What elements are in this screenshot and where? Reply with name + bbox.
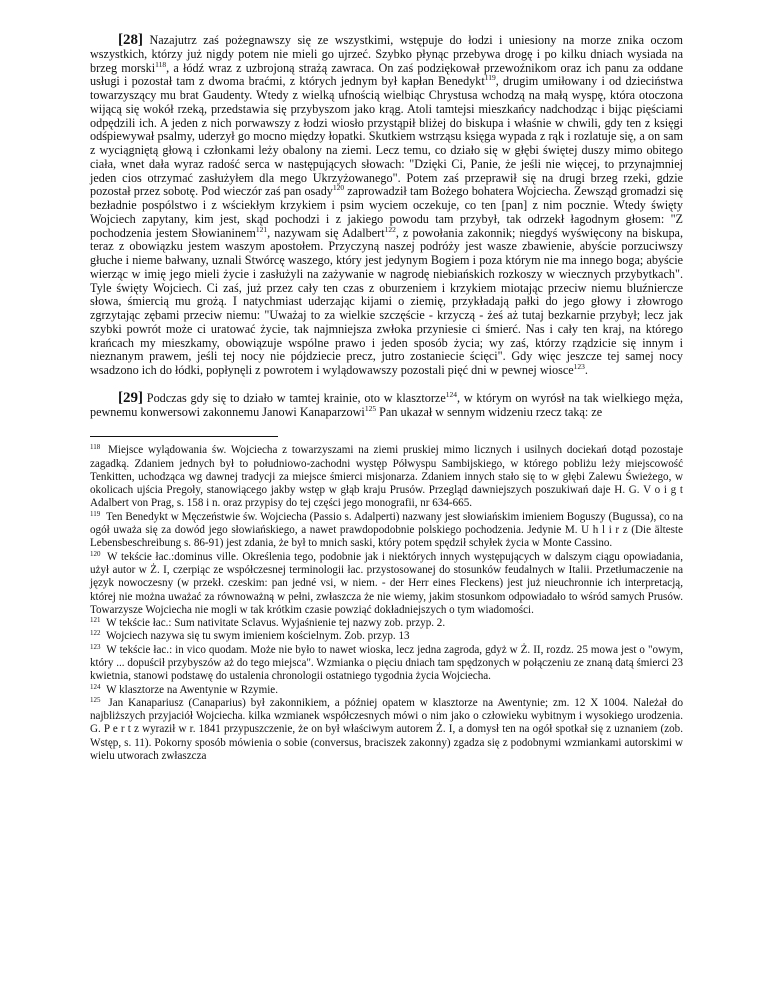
document-page [90,34,683,763]
footnote-number: 123 [90,642,101,651]
footnote-number: 120 [90,549,101,558]
footnote-number: 121 [90,616,101,625]
footnote-text: Wojciech nazywa się tu swym imieniem kościelnym. Zob. przyp. 13 [103,630,410,643]
footnote-number: 122 [90,629,101,638]
footnote-number: 125 [90,695,101,704]
footnote-ref-121[interactable]: 121 [255,224,268,234]
footnote-text: W tekście łac.: in vico quodam. Może nie było to nawet wioska, lecz jedna zagroda, gdyż w Ż. II, rozdz. 25 mowa jest o "owym, który ... dopuścił przybyszów aż do tego miejsca". Wzmianka o pięciu dniach tam spędzonych w połączeniu ze znaną datą śmierci 23 kwietnia, stanowi podstawę do ustalenia chronologii ostatniego tygodnia życia Wojciecha. [90,643,683,683]
footnote-ref-120[interactable]: 120 [332,183,345,193]
footnote-123 [90,644,683,684]
text-run: Nazajutrz zaś pożegnawszy się ze wszystkimi, wstępuje do łodzi i uniesiony na morze znika oczom wszystkich, którzy już nigdy potem nie mieli go ujrzeć. Szybko płynąc przebywa drogę i po kilku dniach wysiada na brzeg morski [90,33,683,75]
paragraph-number: [29] [118,389,143,406]
text-run: Podczas gdy się to działo w tamtej krainie, oto w klasztorze [143,390,446,405]
footnote-120 [90,551,683,617]
footnote-text: W tekście łac.:dominus ville. Określenia tego, podobnie jak i niektórych innych występujących w dalszym ciągu opowiadania, użył autor w Ż. I, czerpiąc ze współczesnej terminologii łac. przystosowanej do stosunków feudalnych w Italii. Przetłumaczenie na język nowoczesny (w przekł. czeskim: pan jedné vsi, w niem. - der Herr eines Fleckens) jest już nieuchronnie ich interpretacją, której nie można uważać za równoważną w pełni, zwłaszcza że nie wiemy, jakim stosunkom odpowiadało to wśród samych Prusów. Towarzysze Wojciecha nie mogli w tak krótkim czasie powziąć dokładniejszych o tym wiadomości. [90,550,683,616]
text-run: , a łódź wraz z uzbrojoną strażą zawraca. On zaś podziękował przewoźnikom oraz ich panu za oddane usługi i pozostał tam z dwoma braćmi, z których jednym był kapłan Benedykt [90,60,683,89]
footnote-text: W tekście łac.: Sum nativitate Sclavus. Wyjaśnienie tej nazwy zob. przyp. 2. [103,617,446,630]
footnote-ref-118[interactable]: 118 [155,59,167,69]
paragraph-29 [90,389,684,420]
text-run: . [584,363,588,377]
footnote-124 [90,684,683,697]
footnote-122 [90,630,683,643]
footnote-ref-119[interactable]: 119 [484,73,496,83]
paragraph-number: [28] [118,32,143,48]
footnote-text: Jan Kanapariusz (Canaparius) był zakonnikiem, a później opatem w klasztorze na Awentynie; zm. 12 X 1004. Należał do najbliższych przyjaciół Wojciecha. kilka wzmianek współczesnych mówi o nim jako o człowieku wybitnym i wysokiego urodzenia. G. P e r t z wyraził w r. 1841 przypuszczenie, że on był właściwym autorem Ż. I, a domysł ten na ogół spotkał się z uznaniem (zob. Wstęp, s. 11). Pokorny sposób mówienia o sobie (conversus, braciszek zakonny) zgadza się z podobnymi wzmiankami autorskimi w wielu utworach zwłaszcza [90,696,683,763]
footnotes [90,444,683,763]
footnote-number: 119 [90,509,101,518]
text-run: Pan ukazał w sennym widzeniu rzecz taką: ze [376,404,603,419]
paragraph-28 [90,34,683,378]
text-run: , w którym on wyrósł na tak wielkiego męża, pewnemu konwersowi zakonnemu Janowi Kanaparzowi [90,390,684,419]
footnote-text: Miejsce wylądowania św. Wojciecha z towarzyszami na ziemi pruskiej mimo licznych i usilnych dociekań dotąd pozostaje zagadką. Zdaniem jednych był to południowo-zachodni występ Półwyspu Sambijskiego, w którego pobliżu leży miejscowość Tenkitten, uchodząca wg dawnej tradycji za miejsce śmierci misjonarza. Zdaniem innych stało się to w głębi Zalewu Świeżego, w okolicach ujścia Pregoły, stanowiącego jakby wstęp w głąb kraju Prusów. Przegląd dawniejszych poszukiwań daje H. G. V o i g t Adalbert von Prag, s. 158 i n. oraz przypisy do tej części jego monografii, nr 634-665. [90,444,683,510]
footnote-ref-124[interactable]: 124 [445,389,457,399]
footnote-ref-125[interactable]: 125 [364,403,377,413]
footnote-121 [90,617,683,630]
footnote-number: 124 [90,682,101,691]
footnote-separator [90,436,278,437]
text-run: zaprowadził tam Bożego bohatera Wojciecha. Zewsząd gromadzi się bezładnie pospólstwo i z wściekłym krzykiem i psim wyciem oczekuje, co ten [pan] z nim pocznie. Wtedy święty Wojciech zapytany, kim jest, skąd pochodzi i z jakiego powodu tam przybył, tak odrzekł łagodnym głosem: "Z pochodzenia jestem Słowianinem [90,184,683,240]
text-run: , nazywam się Adalbert [267,225,385,240]
text-run: , z powołania zakonnik; niegdyś wyświęcony na biskupa, teraz z obowiązku jestem waszym apostołem. Przyczyną naszej podróży jest wasze zbawienie, abyście porzuciwszy głuche i nieme bałwany, uznali Stwórcę waszego, który jest jedynym Bogiem i poza którym nie ma innego boga; abyście wierząc w imię jego mieli życie i zasłużyli na zażywanie w nagrodę niebiańskich rozkoszy w wiecznych przybytkach". Tyle święty Wojciech. Ci zaś, już przez cały ten czas z oburzeniem i krzykiem miotając przeciw niemu bluźniercze słowa, śmiercią mu grożą. I natychmiast uderzając kijami o ziemię, przykładają pałki do jego głowy i złowrogo zgrzytając zębami przeciw niemu: "Uważaj to za wielkie szczęście - krzyczą - żeś aż tutaj bezkarnie przybył; lecz jak szybki powrót może ci uratować życie, tak najmniejsza zwłoka przyniesie ci śmierć. Nas i cały ten kraj, na którego krańcach my mieszkamy, obowiązuje wspólne prawo i jeden sposób życia; wy zaś, którzy rządzicie się innym i nieznanym prawem, jeśli tej nocy nie pójdziecie precz, jutro zostaniecie ścięci". Gdy więc jeszcze tej samej nocy wsadzono ich do łódki, popłynęli z powrotem i wylądowawszy pozostali pięć dni w pewnej wiosce [90,225,683,377]
footnote-119 [90,511,683,551]
footnote-ref-123[interactable]: 123 [573,362,585,371]
text-run: , drugim umiłowany i od dzieciństwa towarzyszący mu brat Gaudenty. Wtedy z wielką ufnością wielbiąc Chrystusa wchodzą na małą wyspę, która otoczona wijącą się wokół rzeką, przedstawia się przybyszom jako krąg. Atoli tamtejsi mieszkańcy nadchodząc i bijąc pięściami odpędzili ich. A jeden z nich porwawszy z łodzi wiosło przystąpił bliżej do biskupa i właśnie w chwili, gdy ten z księgi odśpiewywał psalmy, uderzył go mocno między łopatki. Skutkiem wstrząsu księga wypada z rąk i rozlatuje się, a on sam z wyciągniętą głową i członkami leży obalony na ziemi. Lecz temu, co działo się w głębi świętej duszy mimo obitego ciała, wnet dała wyraz radość serca w następujących słowach: "Dzięki Ci, Panie, że jeśli nie więcej, to przynajmniej jeden cios otrzymać zasłużyłem dla mego Ukrzyżowanego". Potem zaś przeprawił się na drugi brzeg rzeki, gdzie pozostał przez sobotę. Pod wieczór zaś pan osady [90,74,683,199]
footnote-text: Ten Benedykt w Męczeństwie św. Wojciecha (Passio s. Adalperti) nazwany jest słowiańskim imieniem Boguszy (Bugussa), co na ogół uważa się za dowód jego słowiańskiego, a nawet prawdopodobnie polskiego pochodzenia. Jedynie M. U h l i r z (Die älteste Lebensbeschreibung s. 86-91) jest zdania, że był to mnich saski, który potem spędził schyłek życia w Monte Cassino. [90,510,683,550]
footnote-125 [90,697,683,763]
footnote-text: W klasztorze na Awentynie w Rzymie. [103,683,278,696]
footnote-ref-122[interactable]: 122 [384,224,396,234]
footnote-118 [90,444,683,510]
footnote-number: 118 [90,443,101,452]
